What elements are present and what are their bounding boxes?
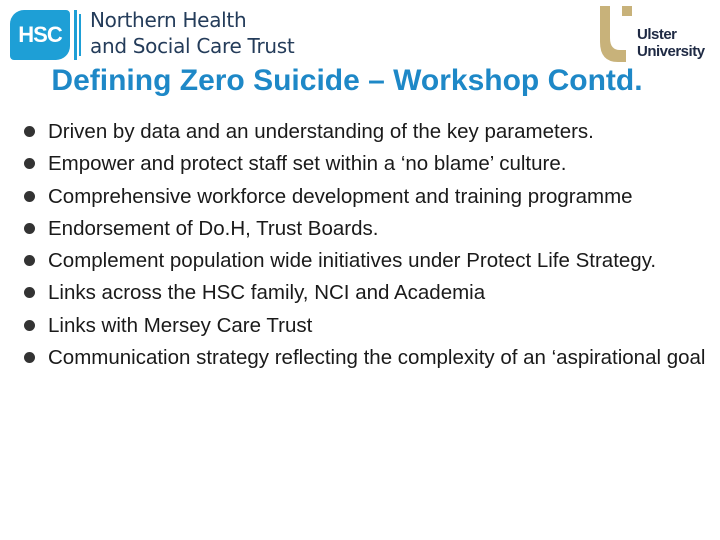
bullet-text: Links across the HSC family, NCI and Academia [48, 281, 486, 305]
bullet-item [20, 116, 710, 147]
bullet-item [20, 277, 710, 308]
slide-title: Defining Zero Suicide – Workshop Contd. [51, 64, 643, 97]
bullet-text: Endorsement of Do.H, Trust Boards. [48, 216, 379, 240]
bullet-dot-icon [24, 191, 35, 202]
bullet-list [20, 116, 710, 374]
bullet-dot-icon [24, 158, 35, 169]
hsc-logo-swoosh [72, 8, 84, 62]
bullet-dot-icon [24, 287, 35, 298]
bullet-dot-icon [24, 352, 35, 363]
bullet-dot-icon [24, 223, 35, 234]
bullet-text: Communication strategy reflecting the complexity of an ‘aspirational goal [48, 346, 706, 370]
bullet-item [20, 148, 710, 179]
hsc-logo-name-line1: Northern Health [90, 8, 247, 32]
bullet-text: Empower and protect staff set within a ‘no blame’ culture. [48, 152, 567, 176]
bullet-dot-icon [24, 126, 35, 137]
bullet-text: Complement population wide initiatives under Protect Life Strategy. [48, 249, 657, 273]
bullet-text: Driven by data and an understanding of the key parameters. [48, 120, 594, 143]
bullet-dot-icon [24, 320, 35, 331]
bullet-text: Links with Mersey Care Trust [48, 313, 313, 337]
bullet-item [20, 342, 710, 373]
bullet-text: Comprehensive workforce development and training programme [48, 184, 633, 208]
hsc-logo-name-line2: and Social Care Trust [90, 34, 295, 58]
bullet-item [20, 245, 710, 276]
bullet-item [20, 310, 710, 341]
ulster-university-logo [596, 4, 714, 66]
hsc-logo-mark-text: HSC [18, 22, 62, 47]
bullet-item [20, 181, 710, 212]
ulster-logo-mark [596, 4, 636, 66]
bullet-item [20, 213, 710, 244]
ulster-logo-line2: University [637, 43, 705, 60]
ulster-logo-line1: Ulster [637, 26, 677, 43]
hsc-trust-logo [10, 8, 295, 60]
bullet-dot-icon [24, 255, 35, 266]
hsc-logo-mark [10, 10, 70, 60]
